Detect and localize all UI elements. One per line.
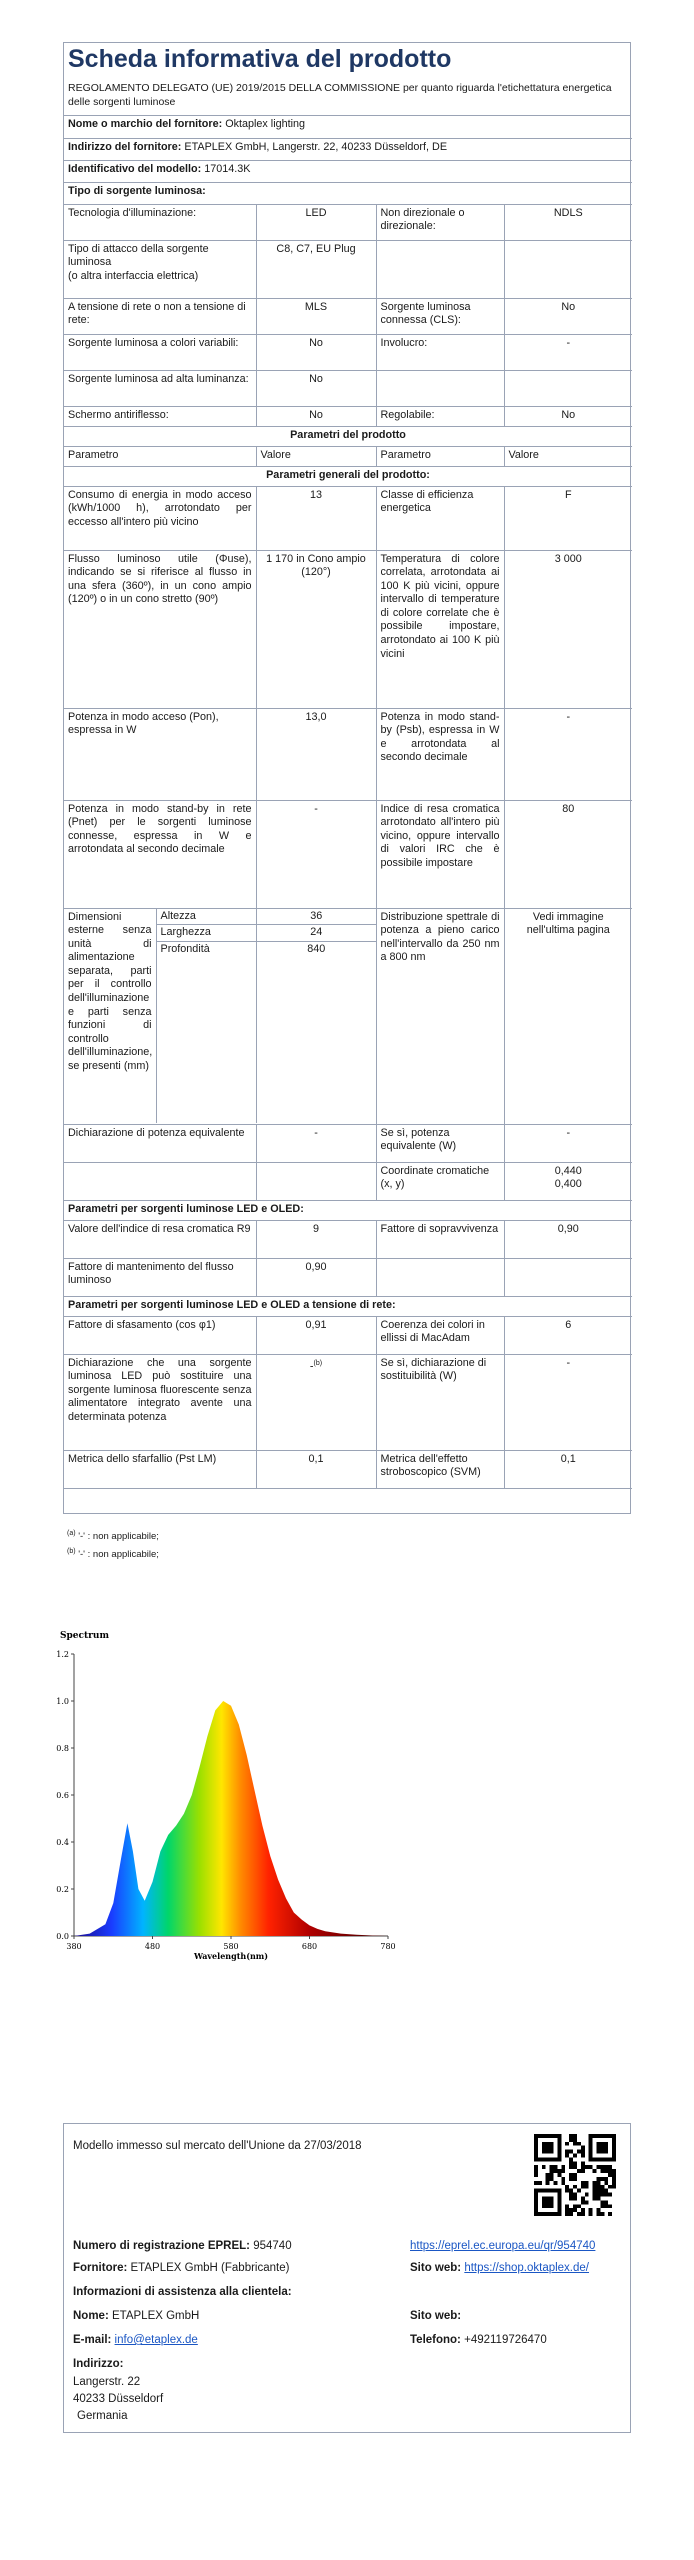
led-oled-heading: Parametri per sorgenti luminose LED e OLED: [64,1200,632,1220]
footnote-a: $^{(a)}$ '-' : non applicabile; [67,1530,159,1543]
table-row [64,550,632,708]
y-tick-label: 0.0 [56,1932,69,1941]
net-standby-label: Potenza in modo stand-by in rete (Pnet) per le sorgenti luminose connesse, espressa in W e arrotondata al secondo decimale [64,800,256,908]
table-row [64,1200,632,1220]
x-tick-label: 680 [301,1942,318,1951]
table-row [64,1296,632,1316]
x-axis-label: Wavelength(nm) [193,1951,269,1961]
email-label: E-mail: [73,2334,112,2346]
table-row: Dichiarazione che una sorgente luminosa LED può sostituire una sorgente luminosa fluorescente senza alimentatore integrato avente una determinata potenza -$^{(b)}$ Se sì, dichiarazione di sostituibilità (W) - [64,1354,632,1450]
table-row [64,1162,632,1200]
power-on-value: 13,0 [256,708,376,800]
table-row [64,1124,632,1162]
regulation-text: REGOLAMENTO DELEGATO (UE) 2019/2015 DELLA COMMISSIONE per quanto riguarda l'etichettatura energetica delle sorgenti luminose [64,81,630,116]
lighting-tech-value: LED [256,204,376,240]
lighting-tech-label: Tecnologia d'illuminazione: [64,204,256,240]
col-header-param-2: Parametro [376,446,504,466]
table-row [64,116,632,138]
placed-on-market: Modello immesso sul mercato dell'Unione da 27/03/2018 [73,2140,362,2152]
mains-label: A tensione di rete o non a tensione di rete: [64,298,256,334]
cct-value: 3 000 [504,550,632,708]
flicker-label: Metrica dello sfarfallio (Pst LM) [64,1450,256,1488]
table-row [64,486,632,550]
replacement-w-value: - [504,1354,632,1450]
flux-value: 1 170 in Cono ampio (120°) [256,550,376,708]
support-heading: Informazioni di assistenza alla clientela: [73,2286,292,2298]
dimmable-value: No [504,406,632,426]
width-label: Larghezza [156,925,256,942]
lumen-maintenance-value: 0,90 [256,1258,376,1296]
y-tick-label: 0.4 [56,1838,69,1847]
address-label: Indirizzo: [73,2358,124,2370]
footnote-b: $^{(b)}$ '-' : non applicabile; [67,1548,159,1561]
cls-label: Sorgente luminosa connessa (CLS): [376,298,504,334]
supplier-name: Oktaplex lighting [225,118,306,130]
energy-label: Consumo di energia in modo acceso (kWh/1000 h), arrotondato per eccesso all'intero più vicino [64,486,256,550]
address-line-1: Langerstr. 22 [73,2376,141,2388]
y-tick-label: 0.6 [56,1791,69,1800]
spd-label: Distribuzione spettrale di potenza a pieno carico nell'intervallo da 250 nm a 800 nm [376,908,504,1124]
mains-value: MLS [256,298,376,334]
high-luminance-value: No [256,370,376,406]
table-row [64,1450,632,1488]
x-tick-label: 580 [223,1942,239,1951]
spd-value: Vedi immagine nell'ultima pagina [504,908,632,1124]
x-tick-label: 480 [144,1942,161,1951]
table-row [64,406,632,426]
height-value: 36 [256,909,376,925]
general-params-heading: Parametri generali del prodotto: [64,466,632,486]
height-label: Altezza [156,909,256,925]
equiv-power-value: - [256,1124,376,1162]
non-directional-value: NDLS [504,204,632,240]
table-row [64,1258,632,1296]
replacement-value: - [309,1360,314,1373]
equiv-power-w-value: - [504,1124,632,1162]
y-tick-label: 1.0 [56,1697,69,1706]
table-row [64,204,632,240]
support-website-label: Sito web: [410,2310,462,2322]
power-factor-value: 0,91 [256,1316,376,1354]
page-title: Scheda informativa del prodotto [68,45,452,73]
equiv-power-label: Dichiarazione di potenza equivalente [64,1124,256,1162]
cls-value: No [504,298,632,334]
table-row [64,334,632,370]
product-params-heading: Parametri del prodotto [64,426,632,446]
survival-label: Fattore di sopravvivenza [376,1220,504,1258]
led-mains-heading: Parametri per sorgenti luminose LED e OLED a tensione di rete: [64,1296,632,1316]
table-row [64,182,632,204]
high-luminance-label: Sorgente luminosa ad alta luminanza: [64,370,256,406]
table-row [64,426,632,446]
qr-code-icon[interactable] [534,2134,616,2216]
eprel-number: 954740 [253,2240,292,2252]
eprel-link[interactable]: https://eprel.ec.europa.eu/qr/954740 [410,2240,596,2252]
lumen-maintenance-label: Fattore di mantenimento del flusso luminoso [64,1258,256,1296]
table-row [64,446,632,466]
colour-tunable-label: Sorgente luminosa a colori variabili: [64,334,256,370]
table-row [64,1220,632,1258]
dimensions-table [64,909,376,1123]
cri-value: 80 [504,800,632,908]
eprel-label: Numero di registrazione EPREL: [73,2240,251,2252]
flicker-value: 0,1 [256,1450,376,1488]
envelope-value: - [504,334,632,370]
colour-tunable-value: No [256,334,376,370]
name-value: ETAPLEX GmbH [111,2310,200,2322]
supplier-label: Fornitore: [73,2262,128,2274]
anti-glare-label: Schermo antiriflesso: [64,406,256,426]
product-information-sheet [63,42,631,1514]
model-label: Identificativo del modello: [68,162,202,175]
registration-box [63,2123,631,2433]
flux-label: Flusso luminoso utile (Φuse), indicando se si riferisce al flusso in una sfera (360º), in un cono ampio (120º) o in un cono stretto (90º) [64,550,256,708]
supplier-name-label: Nome o marchio del fornitore: [68,118,223,130]
svm-label: Metrica dell'effetto stroboscopico (SVM) [376,1450,504,1488]
table-row [64,708,632,800]
standby-value: - [504,708,632,800]
chromaticity-x: 0,440 [554,1164,582,1177]
table-row [64,466,632,486]
energy-value: 13 [256,486,376,550]
dimmable-label: Regolabile: [376,406,504,426]
name-label: Nome: [73,2310,109,2322]
chromaticity-label: Coordinate cromatiche (x, y) [376,1162,504,1200]
table-row [64,298,632,334]
y-tick-label: 1.2 [56,1650,69,1659]
x-tick-label: 380 [66,1942,82,1951]
address-line-3: Germania [77,2410,128,2422]
depth-value: 840 [256,941,376,1122]
r9-value: 9 [256,1220,376,1258]
efficiency-class-value: F [504,486,632,550]
dimensions-label: Dimensioni esterne senza unità di alimentazione separata, parti per il controllo dell'illuminazione e parti senza funzioni di controllo dell'illuminazione, se presenti (mm) [68,910,153,1073]
survival-value: 0,90 [504,1220,632,1258]
depth-label: Profondità [156,941,256,1122]
spectrum-area [74,1701,388,1936]
cct-label: Temperatura di colore correlata, arrotondata ai 100 K più vicini, oppure intervallo di temperature di colore correlate che è possibile impostare, arrotondato ai 100 K più vicini [376,550,504,708]
y-tick-label: 0.8 [56,1744,69,1753]
cap-type-label: Tipo di attacco della sorgente luminosa [68,242,209,269]
website-label: Sito web: [410,2262,462,2274]
model-identifier: 17014.3K [204,162,251,175]
source-type-heading: Tipo di sorgente luminosa: [64,182,632,204]
supplier-value: ETAPLEX GmbH (Fabbricante) [130,2262,290,2274]
non-directional-label: Non direzionale o direzionale: [376,204,504,240]
efficiency-class-label: Classe di efficienza energetica [376,486,504,550]
svm-value: 0,1 [504,1450,632,1488]
standby-label: Potenza in modo stand-by (Psb), espressa in W e arrotondata al secondo decimale [376,708,504,800]
col-header-value-2: Valore [504,446,632,466]
replacement-w-label: Se sì, dichiarazione di sostituibilità (W) [376,1354,504,1450]
footnotes [63,1518,159,1562]
table-row [64,1316,632,1354]
phone-label: Telefono: [410,2334,461,2346]
spectrum-chart [46,1625,396,1965]
replacement-label: Dichiarazione che una sorgente luminosa LED può sostituire una sorgente luminosa fluorescente senza alimentatore integrato avente una determinata potenza [64,1354,256,1450]
y-axis-label: Spectrum [60,1631,109,1641]
chromaticity-y: 0,400 [554,1178,582,1191]
cap-type-value: C8, C7, EU Plug [256,240,376,298]
cri-label: Indice di resa cromatica arrotondato all'intero più vicino, oppure intervallo di valori IRC che è possibile impostare [376,800,504,908]
table-row [64,240,632,298]
table-row [64,160,632,182]
r9-label: Valore dell'indice di resa cromatica R9 [64,1220,256,1258]
width-value: 24 [256,925,376,942]
table-row [64,908,632,1124]
col-header-value: Valore [256,446,376,466]
product-table [64,116,632,1489]
supplier-address: ETAPLEX GmbH, Langerstr. 22, 40233 Düsseldorf, DE [184,140,448,153]
col-header-param: Parametro [64,446,256,466]
table-row [64,370,632,406]
cap-type-label-note: (o altra interfaccia elettrica) [68,269,199,282]
website-link[interactable]: https://shop.oktaplex.de/ [464,2262,589,2274]
power-on-label: Potenza in modo acceso (Pon), espressa in W [64,708,256,800]
macadam-label: Coerenza dei colori in ellissi di MacAdam [376,1316,504,1354]
anti-glare-value: No [256,406,376,426]
address-line-2: 40233 Düsseldorf [73,2393,164,2405]
net-standby-value: - [256,800,376,908]
supplier-address-label: Indirizzo del fornitore: [68,140,182,153]
power-factor-label: Fattore di sfasamento (cos φ1) [64,1316,256,1354]
equiv-power-w-label: Se sì, potenza equivalente (W) [376,1124,504,1162]
macadam-value: 6 [504,1316,632,1354]
table-row [64,800,632,908]
y-tick-label: 0.2 [56,1885,69,1894]
phone-value: +492119726470 [464,2334,547,2346]
email-link[interactable]: info@etaplex.de [114,2334,198,2346]
table-row [64,138,632,160]
envelope-label: Involucro: [376,334,504,370]
x-tick-label: 780 [380,1942,396,1951]
